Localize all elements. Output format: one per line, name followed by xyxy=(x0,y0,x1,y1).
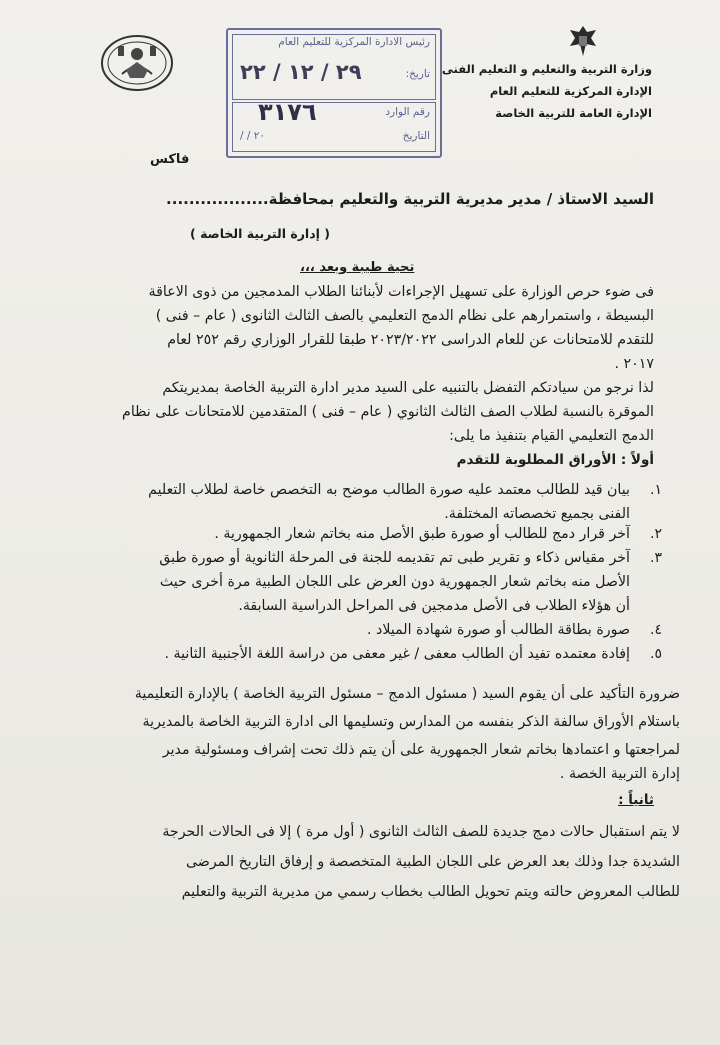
item-1-line-2: الفنى بجميع تخصصاته المختلفة. xyxy=(444,506,630,522)
item-3-number: ٣. xyxy=(650,550,662,566)
paragraph-1-line-2: البسيطة ، واستمرارهم على نظام الدمج التعليمي بالصف الثالث الثانوى ( عام – فنى ) xyxy=(155,308,654,324)
item-1-line-1: بيان قيد للطالب معتمد عليه صورة الطالب موضح به التخصص خاصة لطلاب التعليم xyxy=(148,482,630,498)
fax-label: فاكس xyxy=(150,152,190,167)
stamp-date-value: ٢٩ / ١٢ / ٢٢ xyxy=(240,60,362,84)
paragraph-2-line-1: لذا نرجو من سيادتكم التفضل بالتنبيه على السيد مدير ادارة التربية الخاصة بمديريتكم xyxy=(162,380,654,396)
paragraph-3-line-3: لمراجعتها و اعتمادها بخاتم شعار الجمهورية على أن يتم ذلك تحت إشراف ومسئولية مدير xyxy=(162,742,680,758)
section-1-title: أولاً : الأوراق المطلوبة للتقدم xyxy=(456,452,654,468)
item-1-number: ١. xyxy=(650,482,662,498)
paragraph-2-line-2: الموقرة بالنسبة لطلاب الصف الثالث الثانوي ( عام – فنى ) المتقدمين للامتحانات على نظام xyxy=(122,404,654,420)
paragraph-1-line-3: للتقدم للامتحانات عن للعام الدراسى ٢٠٢٣/٢٠٢٢ طبقا للقرار الوزاري رقم ٢٥٢ لعام xyxy=(167,332,654,348)
item-5-number: ٥. xyxy=(650,646,662,662)
stamp-date-label: التاريخ xyxy=(402,130,430,142)
ministry-name: وزارة التربية والتعليم و التعليم الفنى xyxy=(441,62,652,76)
item-5-line-1: إفادة معتمده تفيد أن الطالب معفى / غير معفى من دراسة اللغة الأجنبية الثانية . xyxy=(164,646,630,662)
item-2-line-1: آخر قرار دمج للطالب أو صورة طبق الأصل منه بخاتم شعار الجمهورية . xyxy=(214,526,630,542)
egypt-eagle-emblem xyxy=(566,24,600,58)
stamp-incoming-number: ٣١٧٦ xyxy=(258,98,317,126)
addressee: السيد الاستاذ / مدير مديرية التربية والتعليم بمحافظة.................. xyxy=(166,190,654,208)
item-2-number: ٢. xyxy=(650,526,662,542)
paragraph-4-line-1: لا يتم استقبال حالات دمج جديدة للصف الثالث الثانوى ( أول مرة ) إلا فى الحالات الحرجة xyxy=(162,824,680,840)
item-3-line-1: آخر مقياس ذكاء و تقرير طبى تم تقديمه للجنة فى المرحلة الثانوية أو صورة طبق xyxy=(159,550,630,566)
paragraph-3-line-2: باستلام الأوراق سالفة الذكر بنفسه من المدارس وتسليمها الى ادارة التربية الخاصة بالمديرية xyxy=(142,714,680,730)
paragraph-1-line-4: ٢٠١٧ . xyxy=(614,356,654,372)
department: ( إدارة التربية الخاصة ) xyxy=(190,226,330,241)
item-3-line-2: الأصل منه بخاتم شعار الجمهورية دون العرض على اللجان الطبية مرة أخرى حيث xyxy=(159,574,630,590)
general-administration-name: الإدارة العامة للتربية الخاصة xyxy=(495,106,652,120)
paragraph-2-line-3: الدمج التعليمي القيام بتنفيذ ما يلى: xyxy=(449,428,654,444)
item-4-number: ٤. xyxy=(650,622,662,638)
paragraph-4-line-3: للطالب المعروض حالته ويتم تحويل الطالب بخطاب رسمي من مديرية التربية والتعليم xyxy=(181,884,680,900)
greeting: تحية طيبة وبعد ،،، xyxy=(300,260,415,275)
incoming-stamp xyxy=(226,28,442,158)
stamp-incoming-label: رقم الوارد xyxy=(385,106,430,118)
stamp-title: رئيس الادارة المركزية للتعليم العام xyxy=(278,36,430,48)
paragraph-1-line-1: فى ضوء حرص الوزارة على تسهيل الإجراءات لأبنائنا الطلاب المدمجين من ذوى الاعاقة xyxy=(148,284,654,300)
special-education-logo xyxy=(100,34,174,92)
central-administration-name: الإدارة المركزية للتعليم العام xyxy=(489,84,652,98)
item-4-line-1: صورة بطاقة الطالب أو صورة شهادة الميلاد . xyxy=(366,622,630,638)
stamp-date-prefix: تاريخ: xyxy=(405,68,430,80)
section-2-title: ثانياً : xyxy=(618,792,654,808)
paragraph-3-line-1: ضرورة التأكيد على أن يقوم السيد ( مسئول الدمج – مسئول التربية الخاصة ) بالإدارة التعليمية xyxy=(134,686,680,702)
stamp-date-blank: / / ٢٠ xyxy=(240,130,266,142)
paragraph-4-line-2: الشديدة جدا وذلك بعد العرض على اللجان الطبية المتخصصة و إرفاق التاريخ المرضى xyxy=(185,854,680,870)
paragraph-3-line-4: إدارة التربية الخصة . xyxy=(559,766,680,782)
item-3-line-3: أن هؤلاء الطلاب فى الأصل مدمجين فى المراحل الدراسية السابقة. xyxy=(238,598,630,614)
